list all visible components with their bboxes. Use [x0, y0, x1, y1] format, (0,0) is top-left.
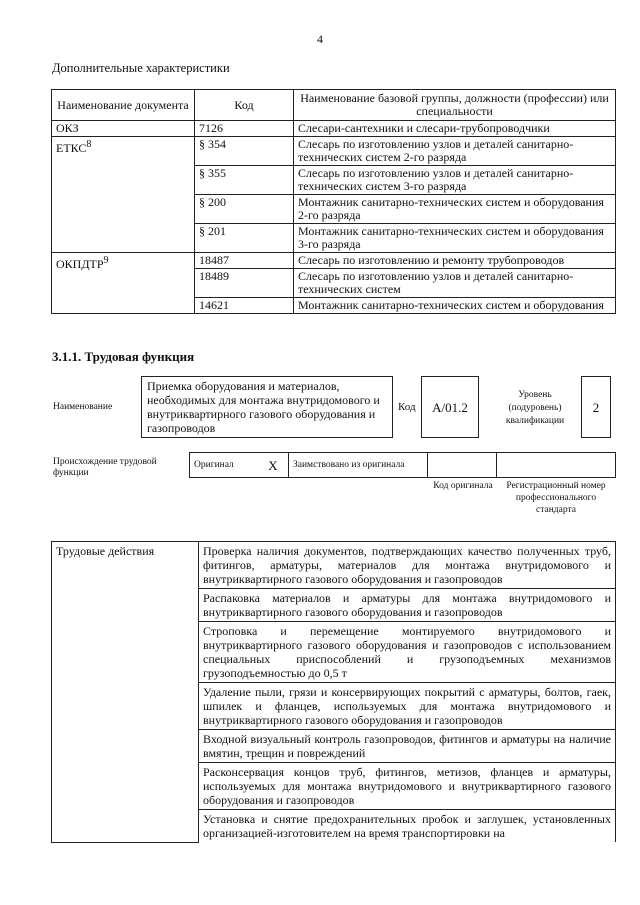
table-header-row	[52, 90, 616, 121]
row-code: § 200	[195, 195, 294, 224]
row-code: 18487	[195, 253, 294, 269]
document-name: ОКЗ	[56, 121, 79, 135]
row-name: Слесари-сантехники и слесари-трубопроводчики	[294, 121, 616, 137]
labor-action-item: Проверка наличия документов, подтверждающих качество полученных труб, фитингов, арматуры, материалов для монтажа внутридомового и внутриквартирного газового оборудования и газопроводов	[199, 542, 616, 589]
row-code: § 201	[195, 224, 294, 253]
labor-action-item: Распаковка материалов и арматуры для монтажа внутридомового и внутриквартирного газового оборудования и газопроводов	[199, 589, 616, 622]
header-group-name: Наименование базовой группы, должности (профессии) или специальности	[294, 90, 616, 121]
section-title: 3.1.1. Трудовая функция	[52, 349, 195, 364]
registration-number-caption: Регистрационный номер профессионального стандарта	[506, 481, 606, 515]
original-mark: X	[258, 453, 289, 478]
row-document	[52, 121, 195, 137]
row-name: Монтажник санитарно-технических систем и оборудования	[294, 298, 616, 314]
row-name: Слесарь по изготовлению узлов и деталей санитарно-технических систем 2-го разряда	[294, 137, 616, 166]
document-name: ЕТКС	[56, 141, 87, 155]
labor-action-item: Удаление пыли, грязи и консервирующих покрытий с арматуры, болтов, гаек, шпилек и фланцев, используемых для монтажа внутридомового и внутриквартирного газового оборудования и газопроводов	[199, 683, 616, 730]
row-document	[52, 137, 195, 253]
row-code: 18489	[195, 269, 294, 298]
document-name: ОКПДТР	[56, 257, 104, 271]
labor-action-item: Входной визуальный контроль газопроводов, фитингов и арматуры на наличие вмятин, трещин и повреждений	[199, 730, 616, 763]
row-code: 7126	[195, 121, 294, 137]
footnote-mark: 8	[86, 139, 92, 150]
table-row	[52, 542, 616, 589]
function-code-label: Код	[398, 401, 416, 413]
row-name: Монтажник санитарно-технических систем и оборудования 3-го разряда	[294, 224, 616, 253]
function-name-box: Приемка оборудования и материалов, необходимых для монтажа внутридомового и внутриквартирного газового оборудования и газопроводов	[141, 376, 393, 438]
original-label: Оригинал	[190, 453, 259, 478]
original-code-caption: Код оригинала	[433, 481, 493, 491]
header-code: Код	[195, 90, 294, 121]
registration-number-cell	[497, 453, 616, 478]
additional-characteristics-table	[51, 89, 616, 314]
row-name: Слесарь по изготовлению и ремонту трубопроводов	[294, 253, 616, 269]
additional-characteristics-title: Дополнительные характеристики	[52, 61, 230, 75]
labor-actions-label: Трудовые действия	[52, 542, 199, 843]
page-number: 4	[317, 32, 323, 46]
function-name-label: Наименование	[53, 402, 113, 412]
labor-actions-table	[51, 541, 616, 843]
labor-action-item: Расконсервация концов труб, фитингов, метизов, фланцев и арматуры, используемых для монтажа внутридомового и внутриквартирного газового оборудования и газопроводов	[199, 763, 616, 810]
qualification-level-label: Уровень (подуровень) квалификации	[505, 390, 565, 426]
labor-action-item: Строповка и перемещение монтируемого внутридомового и внутриквартирного газового оборудования и газопроводов с использованием специальных приспособлений и грузоподъемных механизмов грузоподъемностью до 0,5 т	[199, 622, 616, 683]
row-name: Слесарь по изготовлению узлов и деталей санитарно-технических систем 3-го разряда	[294, 166, 616, 195]
borrowed-label: Заимствовано из оригинала	[289, 453, 428, 478]
row-name: Монтажник санитарно-технических систем и оборудования 2-го разряда	[294, 195, 616, 224]
table-row	[52, 121, 616, 137]
table-row	[52, 137, 616, 166]
footnote-mark: 9	[103, 255, 109, 266]
header-document-name: Наименование документа	[52, 90, 195, 121]
original-code-cell	[428, 453, 497, 478]
qualification-level-box: 2	[581, 376, 611, 438]
origin-table	[189, 452, 616, 478]
row-document	[52, 253, 195, 314]
origin-label: Происхождение трудовой функции	[53, 457, 157, 478]
row-name: Слесарь по изготовлению узлов и деталей санитарно-технических систем	[294, 269, 616, 298]
origin-row	[190, 453, 616, 478]
labor-action-item: Установка и снятие предохранительных пробок и заглушек, установленных организацией-изготовителем на время транспортировки на	[199, 810, 616, 843]
row-code: § 355	[195, 166, 294, 195]
function-code-box: А/01.2	[421, 376, 479, 438]
table-row	[52, 253, 616, 269]
row-code: 14621	[195, 298, 294, 314]
row-code: § 354	[195, 137, 294, 166]
